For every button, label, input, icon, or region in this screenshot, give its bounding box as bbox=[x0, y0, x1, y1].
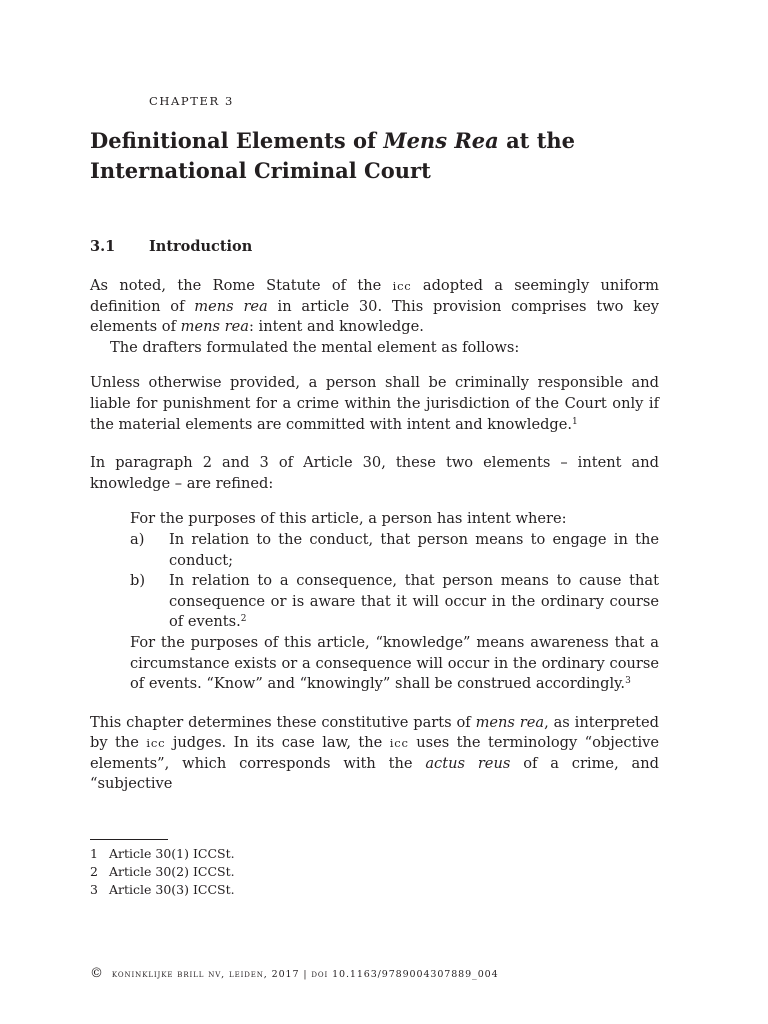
chapter-label: CHAPTER 3 bbox=[149, 94, 234, 108]
p4-text-d: uses the terminology “objective elements”, which corresponds with the bbox=[90, 734, 660, 772]
section-heading bbox=[90, 238, 252, 255]
paragraph-1 bbox=[90, 276, 659, 338]
chapter-title-italic: Mens Rea bbox=[383, 128, 499, 153]
section-title: Introduction bbox=[149, 238, 253, 255]
chapter-title-part2: at the International Criminal Court bbox=[90, 128, 576, 183]
paragraph-3: In paragraph 2 and 3 of Article 30, these two elements – intent and knowledge – are refined: bbox=[90, 454, 659, 492]
mens-rea-term: mens rea bbox=[180, 318, 249, 336]
list-item-text bbox=[169, 530, 659, 571]
chapter-title bbox=[90, 126, 650, 186]
footnote bbox=[90, 845, 235, 863]
p4-text-e: of a crime, and “subjective bbox=[90, 754, 659, 793]
mens-rea-term: mens rea bbox=[475, 713, 545, 731]
footnote-number: 1 bbox=[90, 846, 98, 861]
list-item bbox=[130, 530, 659, 571]
chapter-title-part1: Definitional Elements of bbox=[90, 128, 384, 153]
icc-abbrev: icc bbox=[146, 736, 166, 751]
intent-list bbox=[130, 530, 659, 633]
quote-2-tail bbox=[130, 633, 659, 695]
footnote-text: Article 30(2) ICCSt. bbox=[109, 864, 235, 879]
list-item-0-text: In relation to the conduct, that person means to engage in the conduct; bbox=[169, 530, 659, 569]
footnote-number: 2 bbox=[90, 864, 98, 879]
footnote-text: Article 30(1) ICCSt. bbox=[109, 846, 235, 861]
p1-text-c: in article 30. This provision comprises two key elements of bbox=[90, 297, 659, 336]
page-footer bbox=[90, 966, 499, 981]
list-item-text bbox=[169, 571, 659, 633]
footnote-ref-3: 3 bbox=[625, 676, 631, 687]
block-quote-1 bbox=[90, 373, 659, 435]
copyright-icon: © bbox=[90, 966, 104, 981]
block-quote-2 bbox=[130, 509, 659, 694]
footnote bbox=[90, 863, 235, 881]
footnote bbox=[90, 881, 235, 899]
quote-1-text: Unless otherwise provided, a person shall be criminally responsible and liable for punishment for a crime within the jurisdiction of the Court only if the material elements are committed with intent and knowledge. bbox=[90, 374, 659, 433]
body-text bbox=[90, 276, 659, 795]
footnote-number: 3 bbox=[90, 882, 98, 897]
quote-2-lead: For the purposes of this article, a person has intent where: bbox=[130, 510, 567, 528]
p4-text-b: , as interpreted by the bbox=[90, 713, 660, 752]
list-item bbox=[130, 571, 659, 633]
p4-text-a: This chapter determines these constitutive parts of bbox=[90, 713, 476, 731]
footnote-text: Article 30(3) ICCSt. bbox=[109, 882, 235, 897]
icc-abbrev: icc bbox=[389, 736, 409, 751]
paragraph-4 bbox=[90, 713, 659, 795]
footnotes bbox=[90, 845, 235, 899]
section-number: 3.1 bbox=[90, 238, 116, 255]
quote-2-tail-text: For the purposes of this article, “knowledge” means awareness that a circumstance exists or a consequence will occur in the ordinary course of events. “Know” and “knowingly” shall be construed accordingly. bbox=[130, 633, 659, 693]
footnote-ref-1: 1 bbox=[572, 416, 578, 427]
footer-text: koninklijke brill nv, leiden, 2017 | doi 10.1163/9789004307889_004 bbox=[111, 969, 499, 980]
list-item-1-text: In relation to a consequence, that person means to cause that consequence or is aware that it will occur in the ordinary course of events. bbox=[169, 572, 659, 631]
list-marker: b) bbox=[130, 572, 146, 590]
icc-abbrev: icc bbox=[392, 279, 412, 293]
footnote-separator bbox=[90, 839, 168, 840]
p1-text-a: As noted, the Rome Statute of the bbox=[90, 277, 393, 294]
p1-text-b: adopted a seemingly uniform definition of bbox=[90, 277, 659, 315]
p4-text-c: judges. In its case law, the bbox=[165, 734, 390, 752]
list-marker: a) bbox=[130, 530, 145, 548]
paragraph-2: The drafters formulated the mental element as follows: bbox=[110, 338, 520, 356]
actus-reus-term: actus reus bbox=[425, 754, 511, 772]
p1-text-d: : intent and knowledge. bbox=[248, 318, 424, 336]
footnote-ref-2: 2 bbox=[240, 614, 247, 625]
mens-rea-term: mens rea bbox=[194, 297, 268, 315]
